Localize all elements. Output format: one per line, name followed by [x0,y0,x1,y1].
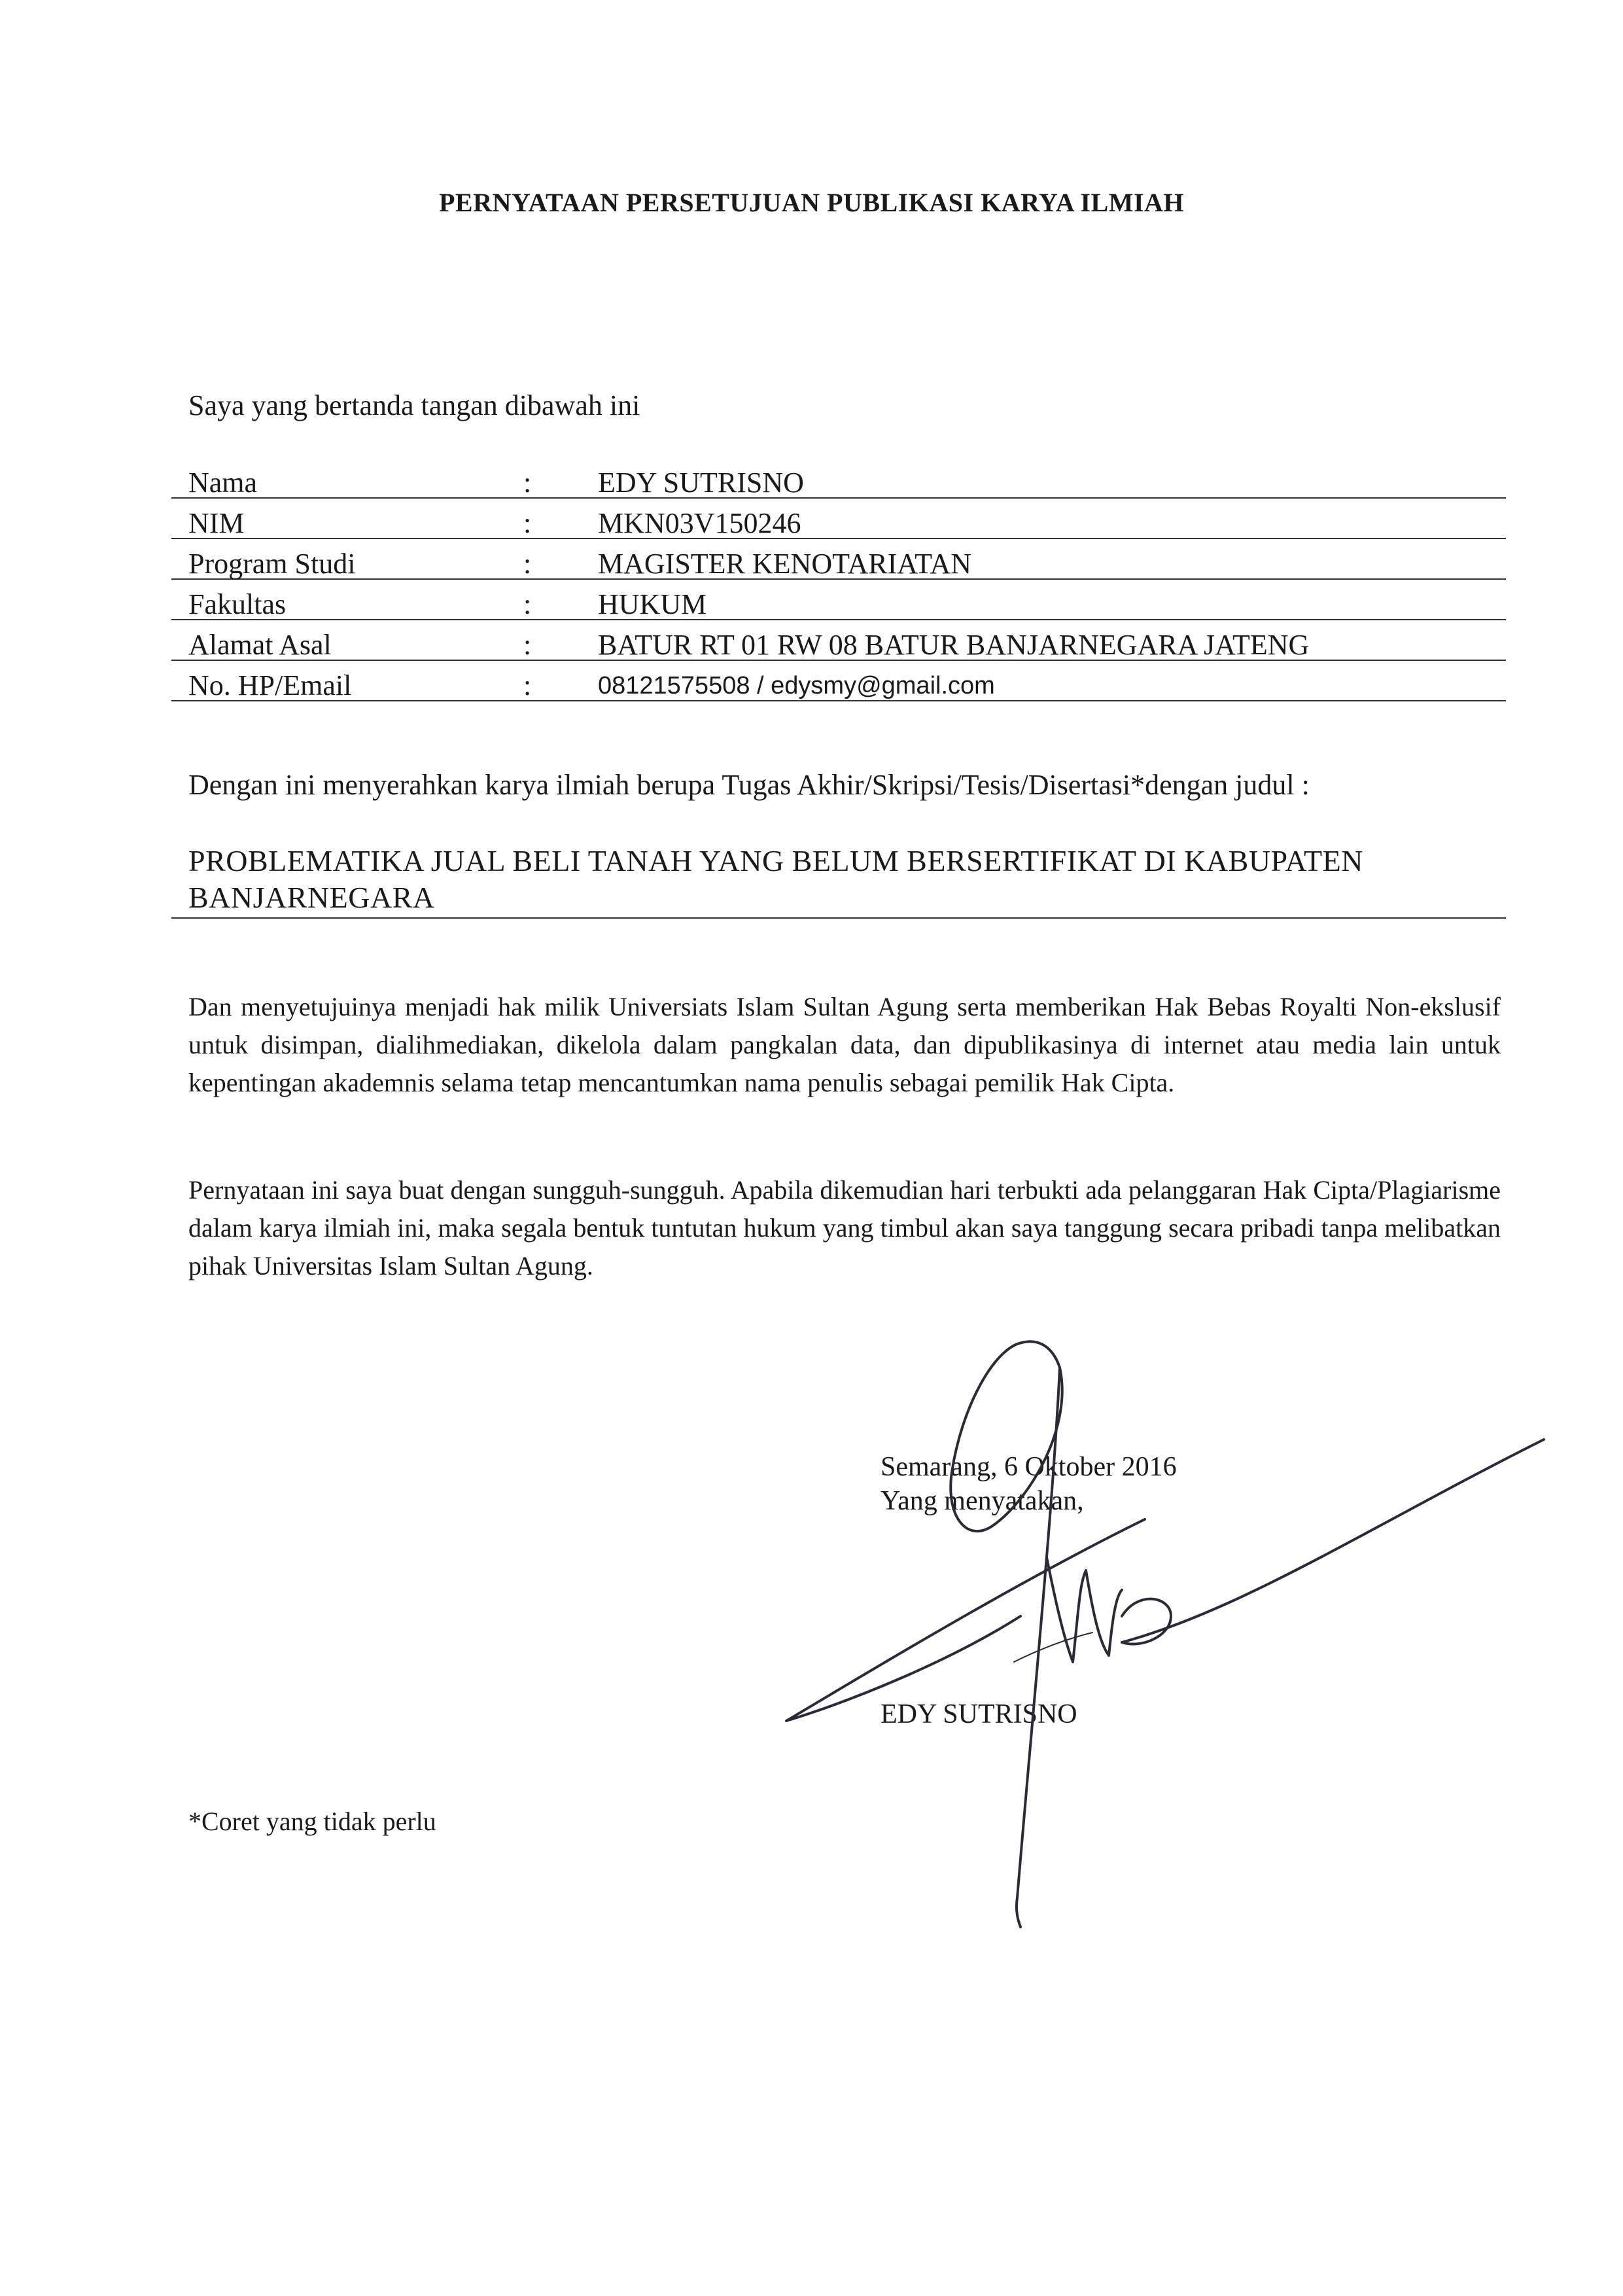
field-separator: : [509,498,593,539]
field-separator: : [509,579,593,620]
field-label-nim: NIM [171,498,509,539]
field-separator: : [509,660,593,701]
table-row [171,579,1506,620]
table-row [171,620,1506,660]
consent-paragraph: Dan menyetujuinya menjadi hak milik Universiats Islam Sultan Agung serta memberikan Hak Bebas Royalti Non-ekslusif untuk disimpan, dialihmediakan, dikelola dalam pangkalan data, dan dipublikasinya di internet atau media lain untuk kepentingan akademnis selama tetap mencantumkan nama penulis sebagai pemilik Hak Cipta. [188,992,1501,1097]
identity-table [171,458,1506,701]
field-label-program-studi: Program Studi [171,539,509,579]
closing-phrase: Yang menyatakan, [881,1486,1084,1516]
field-label-hp-email: No. HP/Email [171,660,509,701]
thesis-title: PROBLEMATIKA JUAL BELI TANAH YANG BELUM BERSERTIFIKAT DI KABUPATEN BANJARNEGARA [171,843,1506,919]
field-value-alamat-asal: BATUR RT 01 RW 08 BATUR BANJARNEGARA JATENG [593,620,1506,660]
field-value-fakultas: HUKUM [593,579,1506,620]
field-label-fakultas: Fakultas [171,579,509,620]
field-separator: : [509,458,593,498]
field-separator: : [509,539,593,579]
submission-statement: Dengan ini menyerahkan karya ilmiah berupa Tugas Akhir/Skripsi/Tesis/Disertasi*dengan judul : [188,769,1310,801]
table-row [171,498,1506,539]
table-row [171,539,1506,579]
field-label-nama: Nama [171,458,509,498]
declaration-paragraph: Pernyataan ini saya buat dengan sungguh-sungguh. Apabila dikemudian hari terbukti ada pelanggaran Hak Cipta/Plagiarisme dalam karya ilmiah ini, maka segala bentuk tuntutan hukum yang timbul akan saya tanggung secara pribadi tanpa melibatkan pihak Universitas Islam Sultan Agung. [188,1175,1501,1280]
footnote: *Coret yang tidak perlu [188,1807,436,1836]
place-date: Semarang, 6 Oktober 2016 [881,1452,1177,1482]
table-row [171,458,1506,498]
intro-text: Saya yang bertanda tangan dibawah ini [188,389,640,421]
field-value-nama: EDY SUTRISNO [593,458,1506,498]
field-label-alamat-asal: Alamat Asal [171,620,509,660]
table-row [171,660,1506,701]
field-separator: : [509,620,593,660]
document-title: PERNYATAAN PERSETUJUAN PUBLIKASI KARYA ILMIAH [438,188,1185,217]
field-value-program-studi: MAGISTER KENOTARIATAN [593,539,1506,579]
field-value-hp-email: 08121575508 / edysmy@gmail.com [593,660,1506,701]
field-value-nim: MKN03V150246 [593,498,1506,539]
signer-name: EDY SUTRISNO [881,1699,1077,1729]
